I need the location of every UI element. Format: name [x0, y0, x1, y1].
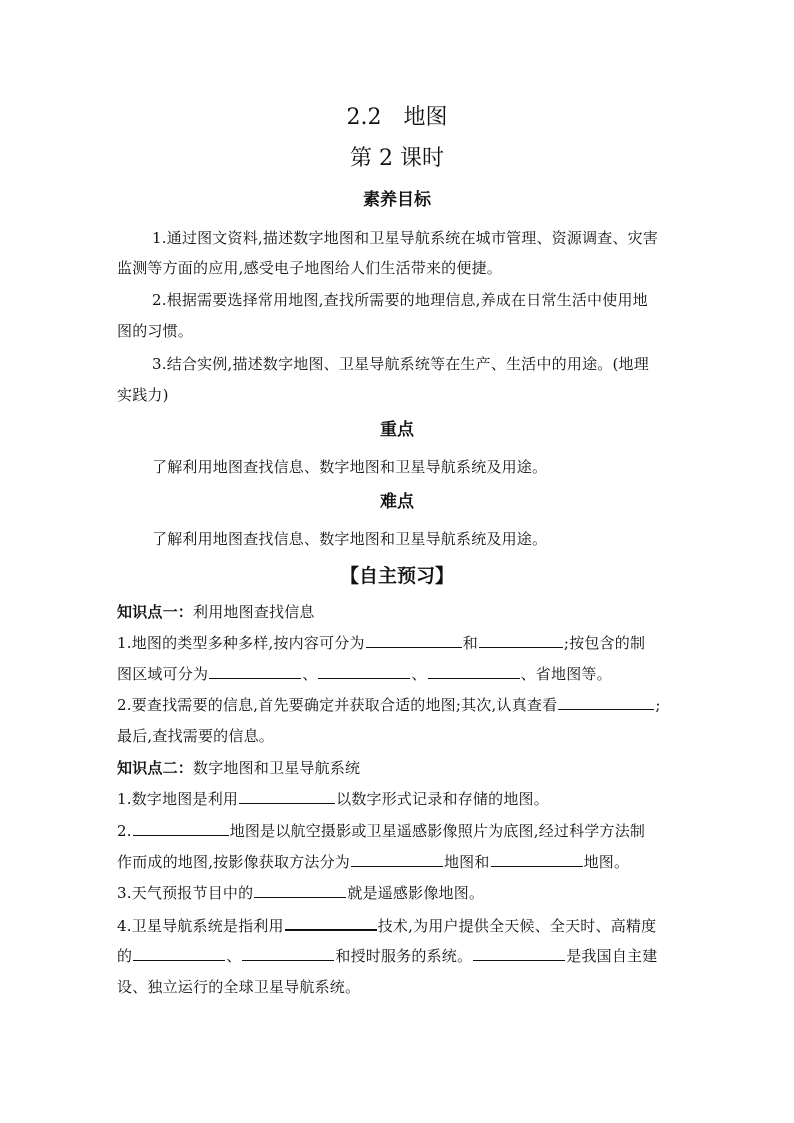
q1-sep: 、: [411, 665, 427, 683]
q6-text-c: 的: [117, 947, 133, 965]
q6-text-b: 技术,为用户提供全天候、全天时、高精度: [377, 917, 657, 935]
q5-text-a: 3.天气预报节目中的: [117, 884, 254, 902]
q1-text-a: 1.地图的类型多种多样,按内容可分为: [117, 634, 365, 652]
objective-1-line-2: 监测等方面的应用,感受电子地图给人们生活带来的便捷。: [117, 259, 502, 277]
fill-blank[interactable]: [133, 945, 225, 961]
fill-blank[interactable]: [318, 663, 410, 679]
fill-blank[interactable]: [254, 882, 346, 898]
q1-text-d: 图区域可分为: [117, 665, 209, 683]
objective-2-line-2: 图的习惯。: [117, 322, 194, 340]
question-6-line-3: 设、独立运行的全球卫星导航系统。: [117, 978, 361, 996]
lesson-subtitle: 第 2 课时: [350, 146, 444, 171]
q6-text-d: 、: [226, 947, 242, 965]
q6-text-e: 和授时服务的系统。: [335, 947, 473, 965]
fill-blank[interactable]: [285, 914, 377, 931]
kp2-title: 数字地图和卫星导航系统: [193, 759, 361, 777]
objective-2-line-1: 2.根据需要选择常用地图,查找所需要的地理信息,养成在日常生活中使用地: [152, 291, 648, 309]
q1-text-c: ;按包含的制: [563, 634, 646, 652]
fill-blank[interactable]: [428, 663, 520, 679]
difficulty-text: 了解利用地图查找信息、数字地图和卫星导航系统及用途。: [152, 530, 548, 548]
fill-blank[interactable]: [491, 851, 583, 867]
q4-text-d: 地图和: [443, 853, 490, 871]
fill-blank[interactable]: [239, 788, 335, 804]
q2-text-b: ;: [655, 696, 661, 714]
question-3: [117, 788, 683, 810]
fill-blank[interactable]: [366, 632, 462, 648]
key-point-heading: 重点: [380, 420, 414, 440]
question-5: [117, 882, 683, 904]
question-1-line-1: [117, 632, 683, 654]
difficulty-heading: 难点: [380, 492, 414, 512]
kp1-title: 利用地图查找信息: [193, 603, 315, 621]
knowledge-point-1: [117, 601, 683, 623]
question-6-line-1: [117, 914, 683, 937]
q5-text-b: 就是遥感影像地图。: [347, 884, 485, 902]
q1-sep: 、: [302, 665, 318, 683]
preview-heading: 【自主预习】: [339, 565, 454, 587]
question-4-line-1: [117, 820, 683, 842]
fill-blank[interactable]: [351, 851, 443, 867]
question-1-line-2: [117, 663, 683, 685]
question-6-line-2: [117, 945, 683, 967]
q4-text-e: 地图。: [583, 853, 630, 871]
q1-text-b: 和: [462, 634, 478, 652]
kp1-label: 知识点一：: [117, 603, 194, 621]
lesson-title: 2.2 地图: [346, 105, 448, 130]
fill-blank[interactable]: [133, 820, 229, 836]
q4-text-a: 2.: [117, 822, 132, 840]
objective-3-line-1: 3.结合实例,描述数字地图、卫星导航系统等在生产、生活中的用途。(地理: [152, 355, 649, 373]
kp2-label: 知识点二：: [117, 759, 194, 777]
question-4-line-2: [117, 851, 683, 873]
q1-text-e: 、省地图等。: [520, 665, 612, 683]
fill-blank[interactable]: [479, 632, 563, 648]
q6-text-a: 4.卫星导航系统是指利用: [117, 917, 284, 935]
fill-blank[interactable]: [209, 663, 301, 679]
fill-blank[interactable]: [473, 945, 565, 961]
q3-text-a: 1.数字地图是利用: [117, 790, 239, 808]
objectives-heading: 素养目标: [363, 190, 431, 210]
objective-1-line-1: 1.通过图文资料,描述数字地图和卫星导航系统在城市管理、资源调查、灾害: [152, 229, 659, 247]
objective-3-line-2: 实践力): [117, 386, 169, 404]
fill-blank[interactable]: [558, 694, 654, 710]
fill-blank[interactable]: [242, 945, 334, 961]
q4-text-c: 作而成的地图,按影像获取方法分为: [117, 853, 350, 871]
q6-text-f: 是我国自主建: [566, 947, 658, 965]
key-point-text: 了解利用地图查找信息、数字地图和卫星导航系统及用途。: [152, 458, 548, 476]
q4-text-b: 地图是以航空摄影或卫星遥感影像照片为底图,经过科学方法制: [229, 822, 646, 840]
q3-text-b: 以数字形式记录和存储的地图。: [336, 790, 549, 808]
question-2-line-1: [117, 694, 683, 716]
q2-text-a: 2.要查找需要的信息,首先要确定并获取合适的地图;其次,认真查看: [117, 696, 558, 714]
knowledge-point-2: [117, 757, 683, 779]
question-2-line-2: 最后,查找需要的信息。: [117, 727, 274, 745]
